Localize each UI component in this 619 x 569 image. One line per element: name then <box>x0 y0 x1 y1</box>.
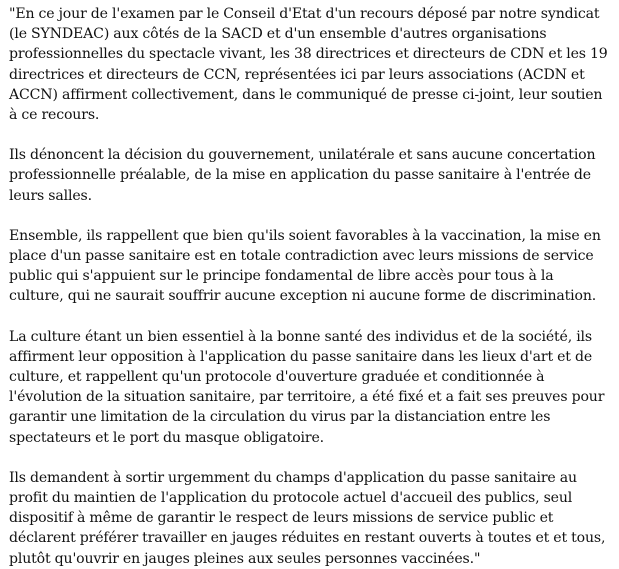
paragraph-2: Ils dénoncent la décision du gouvernement, unilatérale et sans aucune concertation professionnelle préalable, de la mise en application du passe sanitaire à l'entrée de leurs salles. <box>9 147 596 204</box>
paragraph-4: La culture étant un bien essentiel à la bonne santé des individus et de la société, ils affirment leur opposition à l'application du passe sanitaire dans les lieux d'art et de culture, et rappellent qu'un protocole d'ouverture graduée et conditionnée à l'évolution de la situation sanitaire, par territoire, a été fixé et a fait ses preuves pour garantir une limitation de la circulation du virus par la distanciation entre les spectateurs et le port du masque obligatoire. <box>9 328 605 446</box>
paragraph-5: Ils demandent à sortir urgemment du champs d'application du passe sanitaire au profit du maintien de l'application du protocole actuel d'accueil des publics, seul dispositif à même de garantir le respect de leurs missions de service public et déclarent préférer travailler en jauges réduites en restant ouverts à toutes et et tous, plutôt qu'ouvrir en jauges pleines aux seules personnes vaccinées." <box>9 469 606 567</box>
paragraph-3: Ensemble, ils rappellent que bien qu'ils soient favorables à la vaccination, la mise en place d'un passe sanitaire est en totale contradiction avec leurs missions de service public qui s'appuient sur le principe fondamental de libre accès pour tous à la culture, qui ne saurait souffrir aucune exception ni aucune forme de discrimination. <box>9 227 601 305</box>
paragraph-1: "En ce jour de l'examen par le Conseil d'Etat d'un recours déposé par notre syndicat (le SYNDEAC) aux côtés de la SACD et d'un ensemble d'autres organisations professionnelles du spectacle vivant, les 38 directrices et directeurs de CDN et les 19 directrices et directeurs de CCN, représentées ici par leurs associations (ACDN et ACCN) affirment collectivement, dans le communiqué de presse ci-joint, leur soutien à ce recours. <box>9 6 608 124</box>
